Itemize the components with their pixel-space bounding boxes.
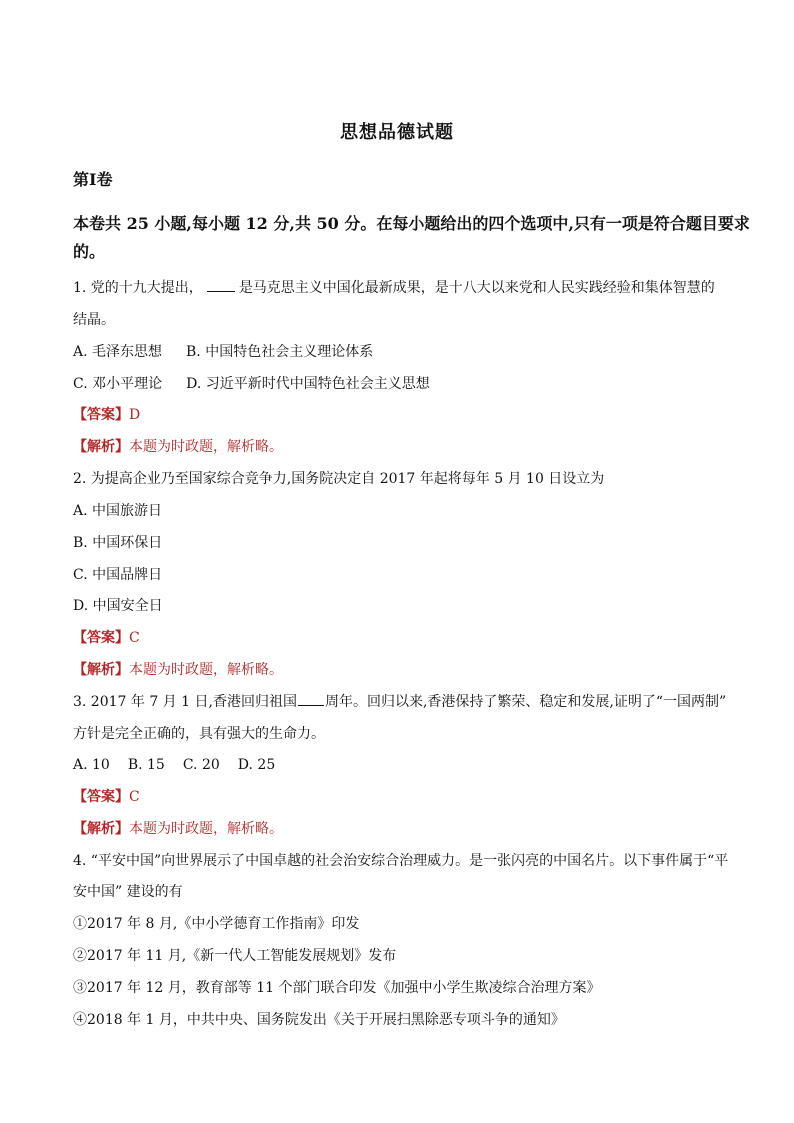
- q1-option-d: D. 习近平新时代中国特色社会主义思想: [186, 376, 430, 392]
- q2-option-d: D. 中国安全日: [73, 598, 163, 614]
- q2-stem: 2. 为提高企业乃至国家综合竞争力,国务院决定自 2017 年起将每年 5 月 10 日设立为: [73, 471, 605, 487]
- q3-option-b: B. 15: [127, 757, 165, 773]
- answer-label: 【答案】: [73, 407, 129, 423]
- q1-option-c: C. 邓小平理论: [73, 376, 163, 392]
- q3-blank: [298, 692, 324, 706]
- q3-stem-part-b: 周年。回归以来,香港保持了繁荣、稳定和发展,证明了“一国两制”: [324, 694, 727, 710]
- page-title: 思想品德试题: [340, 122, 454, 143]
- q4-item-3: ③2017 年 12 月，教育部等 11 个部门联合印发《加强中小学生欺凌综合治理方案》: [73, 980, 601, 996]
- q3-stem-line-1: [73, 692, 726, 712]
- q1-stem-part-b: 是马克思主义中国化最新成果，是十八大以来党和人民实践经验和集体智慧的: [238, 280, 715, 296]
- answer-label: 【答案】: [73, 789, 129, 805]
- q4-item-1: ①2017 年 8 月,《中小学德育工作指南》印发: [73, 916, 360, 932]
- q1-options-row-2: [73, 374, 430, 394]
- q1-stem-line-1: [73, 278, 715, 298]
- q1-answer-value: D: [129, 407, 141, 423]
- q4-item-4: ④2018 年 1 月，中共中央、国务院发出《关于开展扫黑除恶专项斗争的通知》: [73, 1012, 565, 1028]
- q2-option-b: B. 中国环保日: [73, 535, 163, 551]
- q1-analysis: [73, 437, 283, 457]
- q1-answer: [73, 405, 140, 425]
- q3-option-d: D. 25: [237, 757, 276, 773]
- q3-options: [73, 755, 275, 775]
- q2-option-c: C. 中国品牌日: [73, 567, 163, 583]
- section-heading: 第Ⅰ卷: [73, 170, 113, 189]
- q2-answer: [73, 628, 140, 648]
- analysis-label: 【解析】: [73, 439, 129, 455]
- q2-option-a: A. 中国旅游日: [73, 503, 163, 519]
- q3-answer: [73, 787, 140, 807]
- q1-option-a: A. 毛泽东思想: [73, 344, 163, 360]
- q3-option-c: C. 20: [182, 757, 220, 773]
- answer-label: 【答案】: [73, 630, 129, 646]
- q1-blank: [207, 278, 235, 292]
- q2-analysis-text: 本题为时政题，解析略。: [129, 662, 283, 678]
- analysis-label: 【解析】: [73, 821, 129, 837]
- instructions-line-2: 的。: [73, 242, 106, 261]
- q1-option-b: B. 中国特色社会主义理论体系: [186, 344, 374, 360]
- instructions-line-1: 本卷共 25 小题,每小题 12 分,共 50 分。在每小题给出的四个选项中,只有一项是符合题目要求: [73, 214, 750, 233]
- q4-stem-line-1: 4. “平安中国”向世界展示了中国卓越的社会治安综合治理威力。是一张闪亮的中国名片。以下事件属于“平: [73, 853, 729, 869]
- q2-answer-value: C: [129, 630, 140, 646]
- q1-options-row-1: [73, 342, 373, 362]
- q1-stem-line-2: 结晶。: [73, 312, 115, 328]
- q4-stem-line-2: 安中国” 建设的有: [73, 884, 183, 900]
- q3-stem-line-2: 方针是完全正确的，具有强大的生命力。: [73, 726, 325, 742]
- q3-analysis: [73, 819, 283, 839]
- q3-option-a: A. 10: [73, 757, 110, 773]
- q4-item-2: ②2017 年 11 月,《新一代人工智能发展规划》发布: [73, 948, 397, 964]
- q3-stem-part-a: 3. 2017 年 7 月 1 日,香港回归祖国: [73, 694, 297, 710]
- q1-analysis-text: 本题为时政题，解析略。: [129, 439, 283, 455]
- q3-answer-value: C: [129, 789, 140, 805]
- q3-analysis-text: 本题为时政题，解析略。: [129, 821, 283, 837]
- q1-stem-part-a: 1. 党的十九大提出，: [73, 280, 203, 296]
- analysis-label: 【解析】: [73, 662, 129, 678]
- q2-analysis: [73, 660, 283, 680]
